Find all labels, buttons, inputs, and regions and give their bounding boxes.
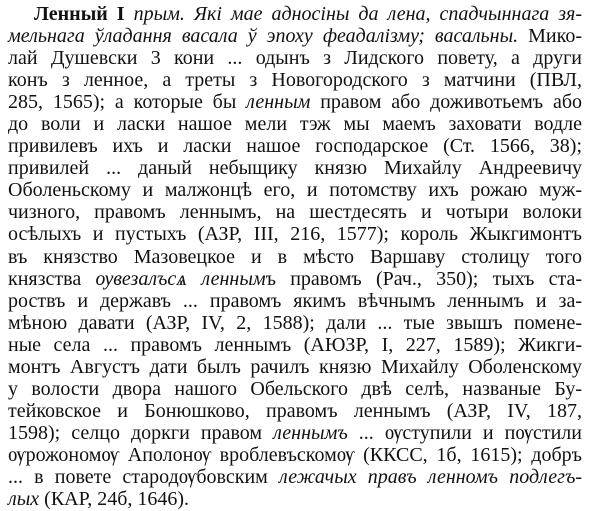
entry-line: лых (КАР, 24б, 1646). bbox=[8, 488, 190, 510]
entry-line: 1598); селцо доркги правом леннымъ ... ѹступили и пѹстили bbox=[8, 422, 582, 444]
entry-line: тейковское и Бонюшково, правомъ леннымъ (АЗР, IV, 187, bbox=[8, 400, 582, 422]
entry-line: до воли и ласки нашое мели тэж мы маемъ заховати водле bbox=[8, 113, 582, 135]
entry-line: лай Душевски 3 кони ... одынъ з Лидского повету, а други bbox=[8, 47, 582, 69]
entry-line: Оболеньскому и малжонцѣ его, и потомству ихъ рожаю муж- bbox=[8, 179, 582, 201]
entry-line: привилевъ ихъ и ласки нашое господарское (Ст. 1566, 38); bbox=[8, 135, 582, 157]
definition-text: мельнага ўладання васала ў эпоху феадалізму; васальны. bbox=[8, 25, 519, 47]
entry-line: князства ѹвезалъсѧ леннымъ правомъ (Рач., 350); тыхъ ста- bbox=[8, 268, 583, 290]
entry-line: въ князство Мазовецкое и в мѣсто Варшаву столицу того bbox=[8, 246, 582, 268]
entry-line: осѣлыхъ и пустыхъ (АЗР, III, 216, 1577); король Жыкгимонтъ bbox=[8, 223, 582, 245]
entry-line: привилей ... даный небыщику князю Михайлу Андреевичу bbox=[8, 157, 582, 179]
entry-line: 285, 1565); а которые бы ленным правом або доживотьемъ або bbox=[8, 91, 582, 113]
entry-line bbox=[34, 2, 582, 26]
entry-line: мельнага ўладання васала ў эпоху феадалізму; васальны. Мико- bbox=[8, 25, 582, 47]
entry-line: ... в повете стародѹбовским лежачых правъ ленномъ подлегъ- bbox=[8, 466, 582, 488]
entry-line: чизного, правомъ леннымъ, на шестдесять и чотыри волоки bbox=[8, 201, 582, 223]
definition-text: прым. Які мае адносіны да лена, спадчыннага зя- bbox=[133, 3, 582, 25]
headword: Ленный I bbox=[34, 3, 125, 25]
entry-line: монтъ Августъ дати былъ рачилъ князю Михайлу Оболенскому bbox=[8, 356, 582, 378]
entry-line: роствъ и державъ ... правомъ якимъ вѣчнымъ леннымъ и за- bbox=[8, 290, 582, 312]
entry-line: ѹрожономѹ Аполонѹ вроблевъскомѹ (ККСС, 1б, 1615); добръ bbox=[8, 444, 582, 466]
entry-line: конъ з ленное, а треты з Новогородского з матчини (ПВЛ, bbox=[8, 69, 582, 91]
entry-line: у волости двора нашого Обельского двѣ селѣ, названые Бу- bbox=[8, 378, 582, 400]
entry-line: ные села ... правомъ леннымъ (АЮЗР, I, 227, 1589); Жикги- bbox=[8, 334, 582, 356]
entry-line: мѣною давати (АЗР, IV, 2, 1588); дали ... тые звышъ помене- bbox=[8, 312, 582, 334]
